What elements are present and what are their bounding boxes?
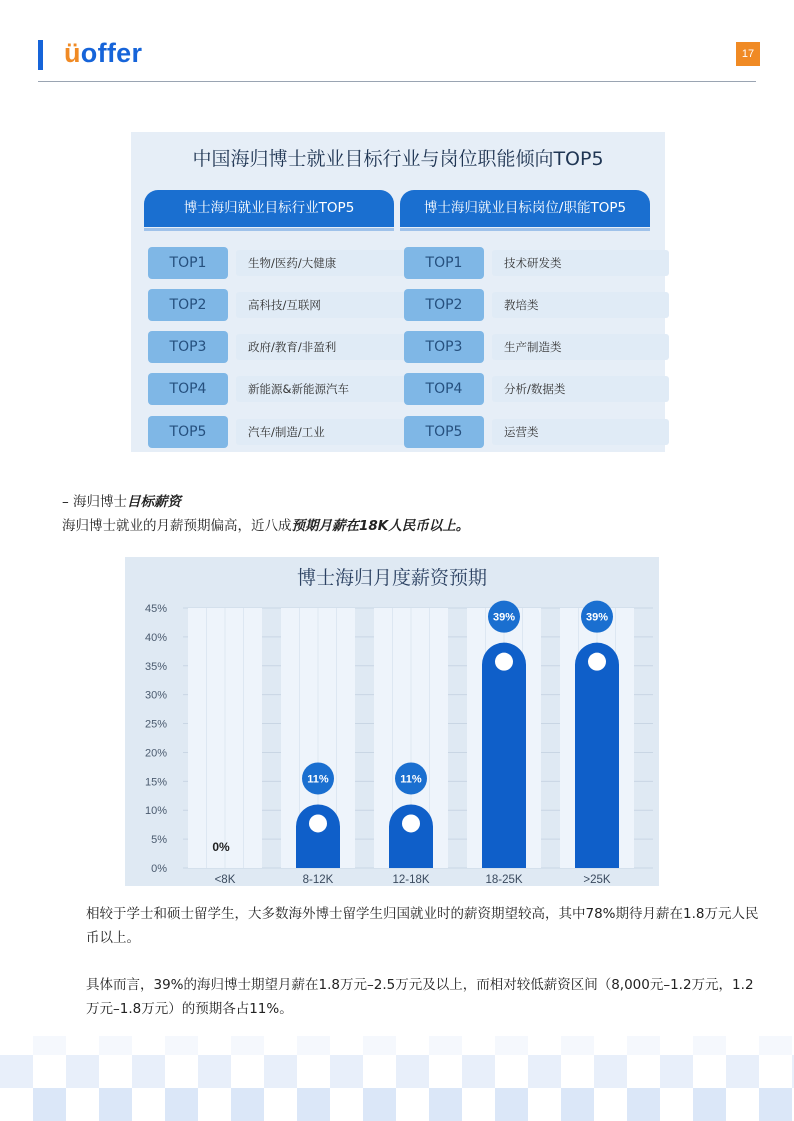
paragraph: 具体而言，39%的海归博士期望月薪在1.8万元–2.5万元及以上，而相对较低薪资区间（8,000元–1.2万元，1.2万元–1.8万元）的预期各占11%。 [86, 977, 754, 1017]
decor-tile [759, 1088, 792, 1121]
function-label: 技术研发类 [492, 250, 669, 276]
industry-label: 汽车/制造/工业 [236, 419, 413, 445]
function-row [400, 329, 650, 365]
function-column [400, 190, 650, 440]
decor-tile [165, 1036, 198, 1055]
decor-tile [396, 1055, 429, 1088]
value-label: 39% [585, 611, 609, 624]
header-divider [38, 81, 756, 82]
salary-chart [125, 557, 659, 886]
function-label: 分析/数据类 [492, 376, 669, 402]
decor-tile [660, 1055, 693, 1088]
y-tick-label: 35% [144, 660, 167, 673]
industry-label: 新能源&新能源汽车 [236, 376, 413, 402]
bar-dot [495, 653, 513, 671]
y-tick-label: 40% [144, 631, 167, 644]
function-row [400, 287, 650, 323]
bar [296, 804, 340, 868]
decor-tile [627, 1088, 660, 1121]
decor-tile [495, 1088, 528, 1121]
decor-tile [264, 1055, 297, 1088]
decor-tile [561, 1088, 594, 1121]
rank-badge: TOP3 [404, 331, 484, 363]
y-tick-label: 10% [144, 805, 167, 818]
decor-tile [99, 1088, 132, 1121]
decor-tile [297, 1036, 330, 1055]
header-accent-bar [38, 40, 43, 70]
decor-tile [330, 1055, 363, 1088]
industry-label: 高科技/互联网 [236, 292, 413, 318]
function-label: 运营类 [492, 419, 669, 445]
value-label: 39% [492, 611, 516, 624]
y-tick-label: 45% [144, 603, 167, 615]
function-heading: 博士海归就业目标岗位/职能TOP5 [400, 190, 650, 227]
industry-row [144, 245, 394, 281]
function-row [400, 245, 650, 281]
bar [575, 643, 619, 868]
paragraph: 相较于学士和硕士留学生，大多数海外博士留学生归国就业时的薪资期望较高，其中78%期待月薪在1.8万元人民币以上。 [86, 906, 759, 946]
rank-badge: TOP5 [148, 416, 228, 448]
decor-tile [627, 1036, 660, 1055]
uoffer-logo: üoffer [64, 38, 143, 68]
rank-badge: TOP1 [404, 247, 484, 279]
industry-label: 政府/教育/非盈利 [236, 334, 413, 360]
decor-tile [132, 1055, 165, 1088]
page-number: 17 [736, 42, 760, 66]
rank-badge: TOP1 [148, 247, 228, 279]
decor-tile [198, 1055, 231, 1088]
decor-tile [66, 1055, 99, 1088]
rank-badge: TOP3 [148, 331, 228, 363]
function-row [400, 371, 650, 407]
rank-badge: TOP4 [148, 373, 228, 405]
x-tick-label: 12-18K [392, 874, 430, 886]
y-tick-label: 25% [144, 718, 167, 731]
industry-label: 生物/医药/大健康 [236, 250, 413, 276]
industry-row [144, 414, 394, 450]
decor-tile [693, 1088, 726, 1121]
decor-tile [33, 1088, 66, 1121]
top5-title: 中国海归博士就业目标行业与岗位职能倾向TOP5 [192, 148, 604, 170]
decor-tile [231, 1088, 264, 1121]
function-heading-underline [400, 228, 650, 231]
industry-row [144, 329, 394, 365]
industry-heading-underline [144, 228, 394, 231]
bar [482, 643, 526, 868]
footer-decoration [0, 1036, 794, 1121]
decor-tile [759, 1036, 792, 1055]
industry-heading: 博士海归就业目标行业TOP5 [144, 190, 394, 227]
y-tick-label: 5% [151, 834, 167, 847]
x-tick-label: 18-25K [485, 874, 523, 886]
decor-tile [528, 1055, 561, 1088]
rank-badge: TOP4 [404, 373, 484, 405]
decor-tile [693, 1036, 726, 1055]
y-tick-label: 20% [144, 747, 167, 760]
x-tick-label: >25K [583, 874, 611, 886]
decor-tile [231, 1036, 264, 1055]
decor-tile [429, 1088, 462, 1121]
decor-tile [429, 1036, 462, 1055]
decor-tile [165, 1088, 198, 1121]
function-row [400, 414, 650, 450]
value-label: 0% [212, 840, 230, 854]
bar [389, 804, 433, 868]
industry-column [144, 190, 394, 440]
function-label: 生产制造类 [492, 334, 669, 360]
bar-dot [402, 814, 420, 832]
decor-tile [594, 1055, 627, 1088]
industry-row [144, 287, 394, 323]
bar-dot [309, 814, 327, 832]
x-tick-label: <8K [214, 874, 236, 886]
rank-badge: TOP2 [148, 289, 228, 321]
function-label: 教培类 [492, 292, 669, 318]
y-tick-label: 30% [144, 689, 167, 702]
decor-tile [462, 1055, 495, 1088]
decor-tile [99, 1036, 132, 1055]
y-tick-label: 15% [144, 776, 167, 789]
y-tick-label: 0% [151, 863, 167, 875]
rank-badge: TOP5 [404, 416, 484, 448]
bar-dot [588, 653, 606, 671]
decor-tile [561, 1036, 594, 1055]
chart-title: 博士海归月度薪资预期 [296, 567, 487, 589]
decor-tile [495, 1036, 528, 1055]
value-label: 11% [307, 773, 329, 786]
decor-tile [297, 1088, 330, 1121]
industry-row [144, 371, 394, 407]
top5-panel [131, 132, 665, 452]
value-label: 11% [400, 773, 422, 786]
section-heading: – 海归博士目标薪资 [62, 494, 182, 510]
rank-badge: TOP2 [404, 289, 484, 321]
decor-tile [363, 1036, 396, 1055]
decor-tile [33, 1036, 66, 1055]
section-summary: 海归博士就业的月薪预期偏高，近八成预期月薪在18K人民币以上。 [62, 518, 470, 534]
salary-chart-svg [125, 557, 659, 886]
decor-tile [0, 1055, 33, 1088]
decor-tile [726, 1055, 759, 1088]
x-tick-label: 8-12K [302, 874, 334, 886]
decor-tile [363, 1088, 396, 1121]
